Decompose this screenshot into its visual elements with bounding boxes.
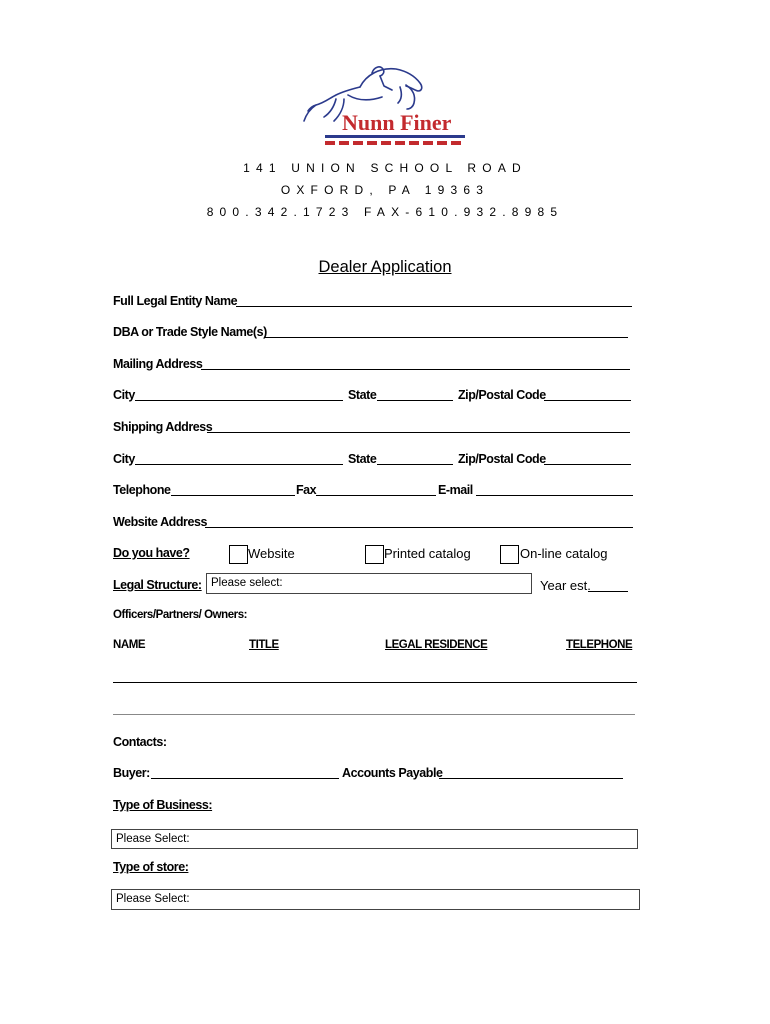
telephone-field[interactable] [171,495,295,496]
shipping-city-field[interactable] [135,464,343,465]
mailing-state-label: State [348,388,377,402]
full-legal-name-field[interactable] [236,306,632,307]
dba-field[interactable] [265,337,628,338]
mailing-zip-field[interactable] [544,400,631,401]
shipping-zip-label: Zip/Postal Code [458,452,546,466]
mailing-address-label: Mailing Address [113,357,203,371]
shipping-city-label: City [113,452,135,466]
buyer-field[interactable] [151,778,339,779]
mailing-zip-label: Zip/Postal Code [458,388,546,402]
printed-catalog-label: Printed catalog [384,546,471,561]
officers-label: Officers/Partners/ Owners: [113,609,248,621]
col-telephone: TELEPHONE [566,639,633,651]
accounts-payable-field[interactable] [439,778,623,779]
website-address-label: Website Address [113,515,207,529]
online-catalog-checkbox[interactable] [500,545,519,564]
shipping-address-field[interactable] [207,432,630,433]
logo-navy-bar [325,135,465,138]
type-of-store-select[interactable]: Please Select: [111,889,640,910]
shipping-state-label: State [348,452,377,466]
logo-red-dashes [325,141,465,145]
phone-fax-line: 800.342.1723 FAX-610.932.8985 [206,205,564,219]
buyer-label: Buyer: [113,766,150,780]
officers-line-1[interactable] [113,682,637,683]
brand-logo [300,55,470,150]
address-line-2: OXFORD, PA 19363 [280,183,490,197]
contacts-label: Contacts: [113,735,167,749]
form-title: Dealer Application [318,258,452,276]
website-address-field[interactable] [205,527,633,528]
fax-label: Fax [296,483,317,497]
year-est-label: Year est. [540,578,591,593]
mailing-city-label: City [113,388,135,402]
brand-name: Nunn Finer [342,110,452,135]
col-title: TITLE [249,639,279,651]
dba-label: DBA or Trade Style Name(s) [113,325,267,339]
website-checkbox[interactable] [229,545,248,564]
do-you-have-label: Do you have? [113,546,190,560]
col-legal-residence: LEGAL RESIDENCE [385,639,488,651]
address-line-1: 141 UNION SCHOOL ROAD [243,161,527,175]
year-est-field[interactable] [588,591,628,592]
email-label: E-mail [438,483,473,497]
type-of-store-label: Type of store: [113,860,189,874]
online-catalog-label: On-line catalog [520,546,608,561]
fax-field[interactable] [316,495,436,496]
mailing-city-field[interactable] [135,400,343,401]
printed-catalog-checkbox[interactable] [365,545,384,564]
mailing-state-field[interactable] [377,400,453,401]
col-name: NAME [113,639,146,651]
shipping-state-field[interactable] [377,464,453,465]
mailing-address-field[interactable] [201,369,630,370]
type-of-business-select[interactable]: Please Select: [111,829,638,849]
email-field[interactable] [476,495,633,496]
type-of-business-label: Type of Business: [113,798,213,812]
legal-structure-select[interactable]: Please select: [206,573,532,594]
telephone-label: Telephone [113,483,171,497]
shipping-zip-field[interactable] [544,464,631,465]
full-legal-name-label: Full Legal Entity Name [113,294,238,308]
website-checkbox-label: Website [248,546,295,561]
accounts-payable-label: Accounts Payable [342,766,443,780]
officers-line-2[interactable] [113,714,635,715]
legal-structure-label: Legal Structure: [113,578,202,592]
shipping-address-label: Shipping Address [113,420,213,434]
